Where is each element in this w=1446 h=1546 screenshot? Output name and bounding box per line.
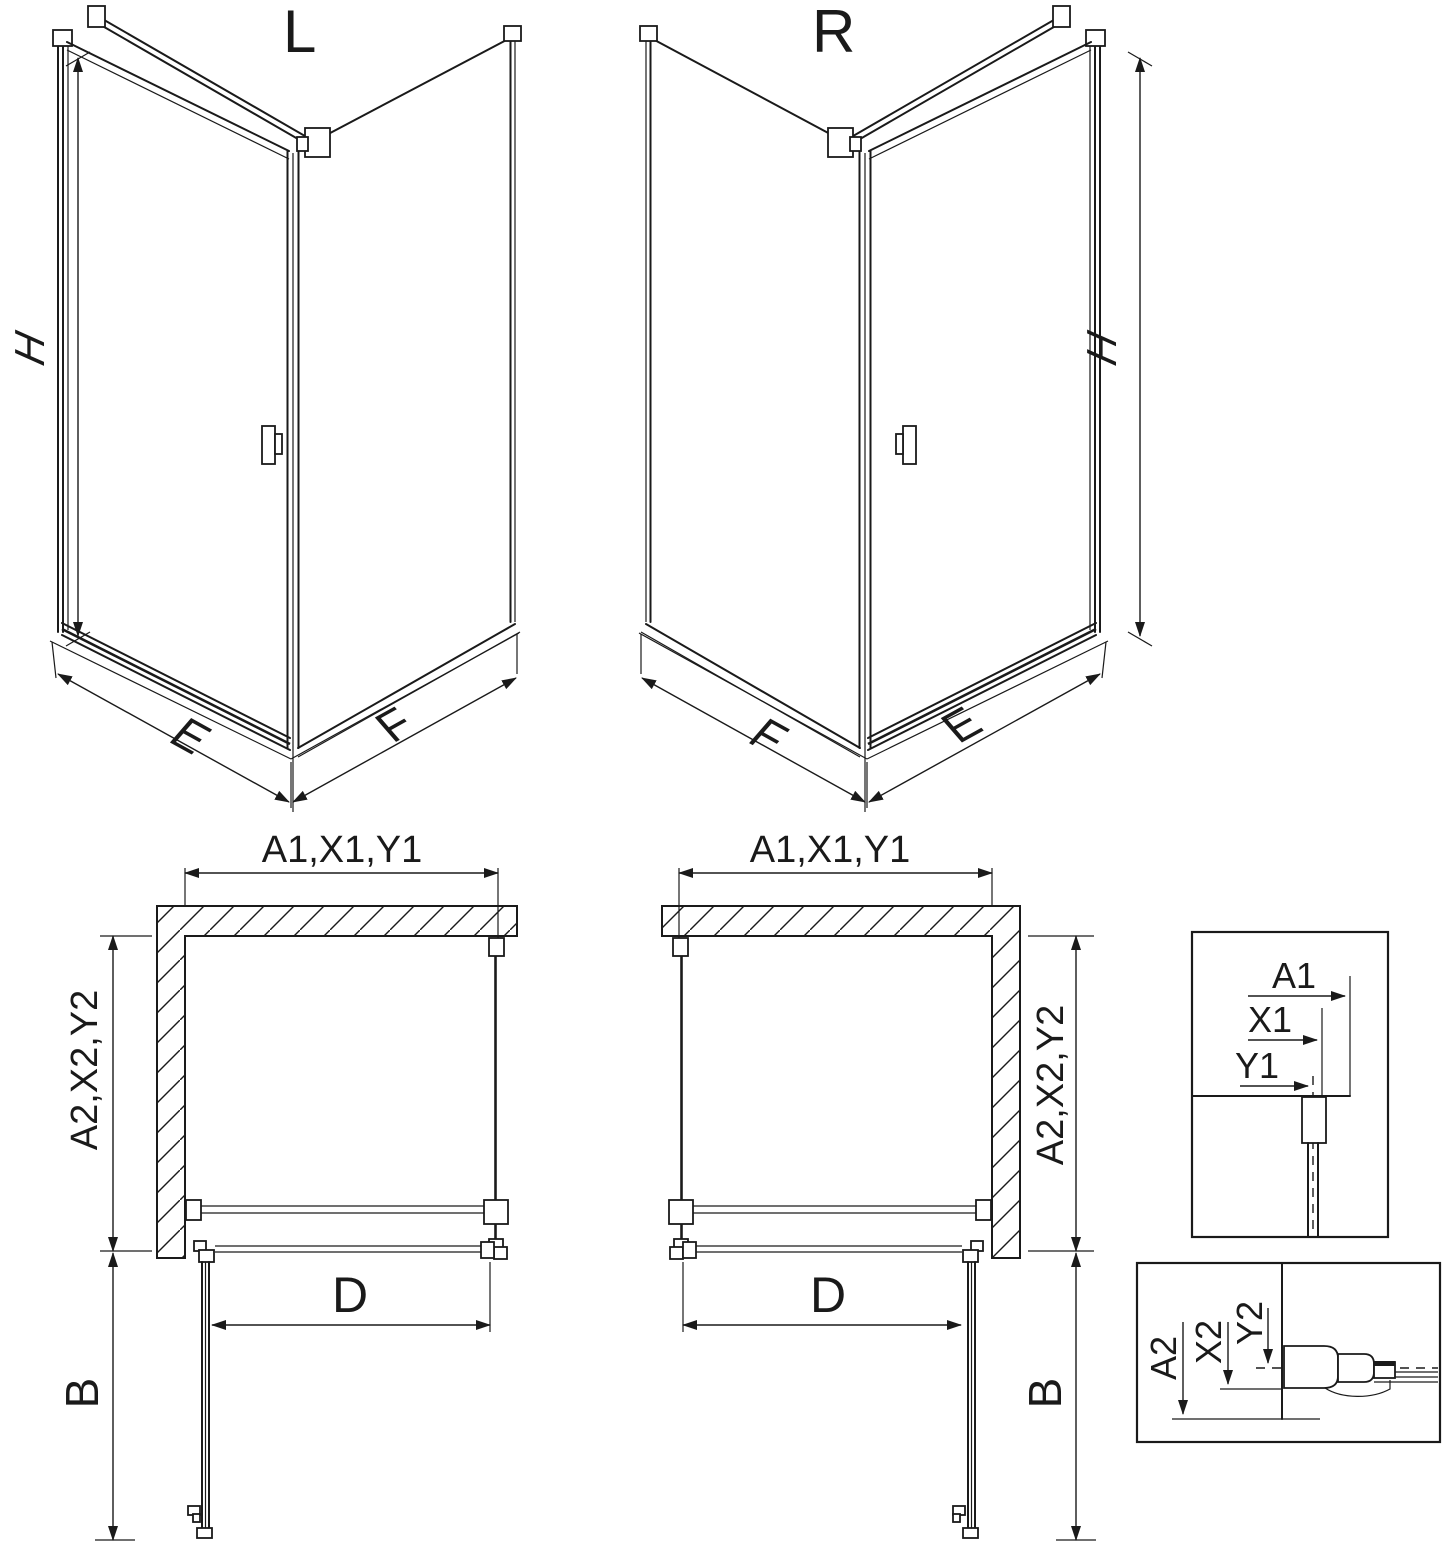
iso-right-support-bar xyxy=(828,6,1070,157)
plan-right-support-bar xyxy=(693,1200,991,1220)
plan-left-fixed-panel xyxy=(484,938,508,1259)
support-bar-connector-icon xyxy=(669,1200,693,1224)
iso-left-door-panel xyxy=(53,30,290,750)
plan-right-dim-door xyxy=(683,1262,961,1332)
dim-label-A1: A1 xyxy=(1271,955,1317,996)
iso-right-corner-post xyxy=(860,151,871,812)
dim-label-D-left-plan: D xyxy=(331,1267,369,1323)
door-handle-icon xyxy=(896,426,916,464)
iso-left-side-panel xyxy=(298,26,521,757)
support-bar-wall-anchor-icon xyxy=(88,6,105,27)
dim-label-depth-right-plan: A2,X2,Y2 xyxy=(1030,1004,1072,1166)
panel-top-bracket-icon xyxy=(489,938,504,956)
dim-label-Y2: Y2 xyxy=(1229,1300,1270,1346)
dim-label-X1: X1 xyxy=(1247,999,1293,1040)
variant-label-left: L xyxy=(283,0,317,65)
iso-left-corner-post xyxy=(288,151,299,812)
panel-top-bracket-icon xyxy=(504,26,521,41)
dim-label-width-left-plan: A1,X1,Y1 xyxy=(261,829,423,871)
wall-hatched-left-plan xyxy=(157,906,517,1258)
support-bar-wall-bracket-icon xyxy=(186,1200,201,1220)
support-bar-connector-icon xyxy=(484,1200,508,1224)
door-handle-icon xyxy=(262,426,282,464)
plan-right-fixed-panel xyxy=(669,938,693,1259)
iso-left-dim-H xyxy=(7,52,90,646)
plan-left-dim-depth xyxy=(64,936,152,1251)
wall-profile-section-icon xyxy=(1302,1097,1326,1143)
support-bar-wall-anchor-icon xyxy=(1053,6,1070,27)
dim-label-F-right: F xyxy=(739,709,799,763)
plan-left-dim-swing xyxy=(56,1253,135,1540)
support-bar-wall-bracket-icon xyxy=(976,1200,991,1220)
dim-label-A2: A2 xyxy=(1143,1335,1184,1381)
dim-label-F-left: F xyxy=(364,698,424,752)
dim-label-E-right: E xyxy=(930,697,993,753)
iso-left-dim-F xyxy=(293,634,517,802)
iso-right-door-panel xyxy=(868,30,1105,750)
dim-label-B-right-plan: B xyxy=(1019,1377,1071,1409)
dim-label-depth-left-plan: A2,X2,Y2 xyxy=(64,989,106,1151)
plan-right-dim-depth xyxy=(1028,936,1094,1251)
plan-view-left xyxy=(56,829,517,1540)
dim-label-H-left: H xyxy=(6,327,54,370)
plan-right-dim-swing xyxy=(1019,1253,1096,1540)
dim-label-H-right: H xyxy=(1078,327,1126,370)
dim-label-X2: X2 xyxy=(1188,1319,1229,1365)
iso-right-dim-F xyxy=(641,634,865,802)
plan-view-right xyxy=(662,829,1096,1540)
plan-left-support-bar xyxy=(186,1200,484,1220)
dim-label-width-right-plan: A1,X1,Y1 xyxy=(749,829,911,871)
dim-label-D-right-plan: D xyxy=(809,1267,847,1323)
dim-label-Y1: Y1 xyxy=(1234,1045,1280,1086)
variant-label-right: R xyxy=(812,0,856,65)
wall-hatched-right-plan xyxy=(662,906,1020,1258)
iso-right-side-panel xyxy=(640,26,860,757)
iso-view-right xyxy=(639,0,1152,812)
dim-label-B-left-plan: B xyxy=(56,1377,108,1409)
detail-box-depth-profile xyxy=(1137,1263,1440,1442)
panel-top-bracket-icon xyxy=(673,938,688,956)
plan-left-dim-door xyxy=(212,1262,490,1332)
panel-top-bracket-icon xyxy=(640,26,657,41)
detail-box-width-profile xyxy=(1192,932,1388,1237)
dim-label-E-left: E xyxy=(159,708,222,764)
iso-view-left xyxy=(7,0,521,812)
